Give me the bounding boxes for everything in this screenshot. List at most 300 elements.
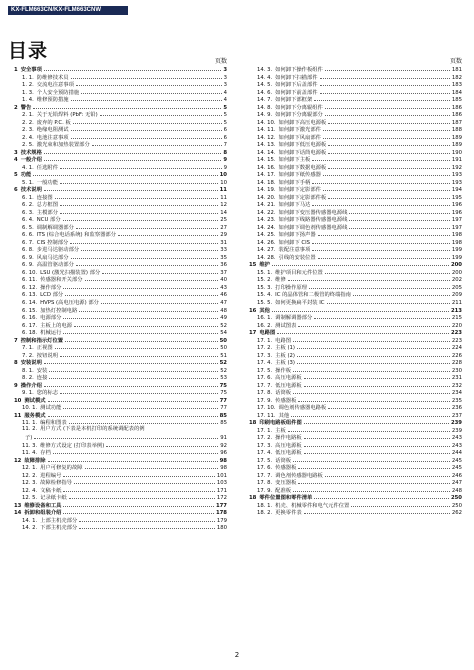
toc-entry[interactable] <box>249 290 462 298</box>
toc-entry-page: 223 <box>450 330 462 337</box>
toc-entry-title: 拆卸和组装介绍 <box>24 510 62 517</box>
toc-entry[interactable] <box>249 381 462 389</box>
toc-entry[interactable] <box>249 110 462 118</box>
dot-leader <box>349 208 449 214</box>
toc-entry[interactable] <box>249 268 462 276</box>
dot-leader <box>44 148 221 154</box>
toc-entry-number: 6. 12. <box>22 284 38 291</box>
toc-entry-number: 14. 8. <box>257 104 273 111</box>
dot-leader <box>76 223 218 229</box>
toc-entry[interactable] <box>249 275 462 283</box>
toc-entry[interactable] <box>249 208 462 216</box>
dot-leader <box>69 418 219 424</box>
toc-entry-page: 52 <box>220 322 227 329</box>
toc-entry[interactable] <box>249 238 462 246</box>
toc-entry-page: 200 <box>451 269 462 276</box>
toc-entry-page: 9 <box>223 164 227 171</box>
toc-entry[interactable] <box>249 351 462 359</box>
toc-entry[interactable] <box>249 478 462 486</box>
toc-entry-number: 5. 1. <box>22 179 34 186</box>
toc-entry-page: 92 <box>220 442 227 449</box>
toc-section-entry[interactable] <box>249 493 462 501</box>
toc-entry-number: 4 <box>14 157 18 164</box>
dot-leader <box>312 238 450 244</box>
toc-entry[interactable] <box>249 283 462 291</box>
toc-entry-title: 测试功能 <box>40 405 62 412</box>
toc-entry-number: 6. 16. <box>22 315 38 322</box>
toc-entry-title: 加热灯控制电路 <box>40 307 78 314</box>
toc-entry-title: 主板上的电源 <box>40 322 72 329</box>
dot-leader <box>71 133 222 139</box>
dot-leader <box>70 238 218 244</box>
toc-entry[interactable] <box>249 170 462 178</box>
toc-entry[interactable] <box>249 471 462 479</box>
toc-entry-number: 2 <box>14 104 18 111</box>
toc-entry-number: 13 <box>14 502 22 509</box>
dot-leader <box>71 95 222 101</box>
toc-entry[interactable] <box>14 426 227 434</box>
toc-entry-number: 15. 4. <box>257 292 273 299</box>
toc-section-entry[interactable] <box>14 185 227 193</box>
toc-entry-title: 绝缘电阻测试 <box>36 127 69 134</box>
toc-entry-page: 245 <box>451 457 462 464</box>
toc-entry[interactable] <box>249 403 462 411</box>
toc-section-entry[interactable] <box>249 306 462 314</box>
dot-leader <box>63 486 215 492</box>
toc-entry[interactable] <box>249 193 462 201</box>
toc-entry-page: 237 <box>451 412 462 419</box>
toc-entry-page: 77 <box>219 397 227 404</box>
toc-entry[interactable] <box>14 245 227 253</box>
toc-entry[interactable] <box>14 110 227 118</box>
toc-entry-number: 8. 1. <box>22 367 34 374</box>
toc-entry-page: 232 <box>451 382 462 389</box>
toc-entry[interactable] <box>249 80 462 88</box>
toc-entry-title: 如何卸下定影部件 <box>278 187 321 194</box>
toc-entry-number: 18. 1. <box>257 502 273 509</box>
dot-leader <box>325 268 450 274</box>
toc-entry[interactable] <box>249 313 462 321</box>
toc-entry-page: 5 <box>223 104 227 111</box>
toc-entry-title: 风扇马达部分 <box>36 254 69 261</box>
toc-entry-page: 234 <box>451 390 462 397</box>
toc-entry-number: 17. 4. <box>257 450 273 457</box>
toc-entry-title: 如何卸下扫描部件 <box>275 74 318 81</box>
toc-entry[interactable] <box>14 441 227 449</box>
toc-entry-number: 12. 1. <box>22 465 38 472</box>
toc-entry[interactable] <box>14 80 227 88</box>
toc-section-entry[interactable] <box>249 260 462 268</box>
toc-entry-page: 3 <box>223 82 227 89</box>
toc-entry-page: 46 <box>220 292 227 299</box>
dot-leader <box>48 456 218 462</box>
dot-leader <box>63 283 218 289</box>
toc-entry-title: 技术规格 <box>20 149 42 156</box>
toc-entry-page: 50 <box>220 345 227 352</box>
toc-entry[interactable] <box>249 95 462 103</box>
toc-entry[interactable] <box>249 501 462 509</box>
toc-entry[interactable] <box>249 373 462 381</box>
toc-entry[interactable] <box>249 200 462 208</box>
toc-entry-page: 96 <box>220 450 227 457</box>
toc-entry[interactable] <box>249 388 462 396</box>
toc-entry-title: IC 的晶体管和二极管的终端指南 <box>275 292 351 299</box>
toc-entry[interactable] <box>249 140 462 148</box>
toc-entry-page: 187 <box>451 119 462 126</box>
toc-entry-page: 14 <box>220 209 227 216</box>
toc-entry-page: 54 <box>220 330 227 337</box>
dot-leader <box>297 351 450 357</box>
dot-leader <box>79 523 215 529</box>
toc-entry[interactable] <box>14 516 227 524</box>
toc-section-entry[interactable] <box>14 381 227 389</box>
dot-leader <box>71 253 219 259</box>
toc-entry-number: 17. 10. <box>257 405 276 412</box>
toc-entry-number: 14. 4. <box>257 74 273 81</box>
toc-entry-title: 主板 (3) <box>275 360 295 367</box>
toc-entry[interactable] <box>14 118 227 126</box>
toc-entry-page: 211 <box>451 299 462 306</box>
toc-entry[interactable] <box>249 358 462 366</box>
dot-leader <box>304 381 450 387</box>
toc-entry[interactable] <box>14 388 227 396</box>
toc-entry-title: 如何卸下纸传感器 <box>278 172 321 179</box>
toc-entry-number: 3 <box>14 149 18 156</box>
toc-entry-title: 机械运行 <box>40 330 62 337</box>
toc-entry[interactable] <box>14 88 227 96</box>
toc-entry[interactable] <box>249 245 462 253</box>
toc-entry[interactable] <box>14 193 227 201</box>
toc-entry-number: 18 <box>249 420 257 427</box>
toc-entry[interactable] <box>249 456 462 464</box>
toc-entry[interactable] <box>249 125 462 133</box>
toc-entry[interactable] <box>249 163 462 171</box>
dot-leader <box>323 185 450 191</box>
toc-entry-page: 246 <box>451 472 462 479</box>
dot-leader <box>272 260 449 266</box>
toc-entry[interactable] <box>249 321 462 329</box>
dot-leader <box>73 118 222 124</box>
toc-entry-page: 178 <box>215 510 227 517</box>
toc-entry-number: 14. 6. <box>257 89 273 96</box>
toc-entry[interactable] <box>249 253 462 261</box>
toc-entry-page: 202 <box>451 277 462 284</box>
toc-entry[interactable] <box>249 65 462 73</box>
dot-leader <box>288 426 450 432</box>
toc-entry-page: 250 <box>451 502 462 509</box>
toc-entry[interactable] <box>249 215 462 223</box>
dot-leader <box>106 441 218 447</box>
dot-leader <box>297 358 450 364</box>
dot-leader <box>48 411 218 417</box>
toc-entry-page: 250 <box>450 495 462 502</box>
toc-entry-title: 高温管驱动部分 <box>36 262 74 269</box>
toc-entry-page: 196 <box>451 202 462 209</box>
toc-entry[interactable] <box>14 268 227 276</box>
toc-entry[interactable] <box>14 463 227 471</box>
dot-leader <box>71 125 222 131</box>
toc-entry[interactable] <box>14 478 227 486</box>
toc-section-entry[interactable] <box>14 155 227 163</box>
toc-entry-title: 电路图 <box>275 337 292 344</box>
dot-leader <box>298 478 450 484</box>
toc-entry[interactable] <box>249 426 462 434</box>
toc-entry[interactable] <box>14 208 227 216</box>
toc-entry-number: 2. 2. <box>22 119 34 126</box>
toc-entry[interactable] <box>14 223 227 231</box>
toc-entry[interactable] <box>14 200 227 208</box>
toc-entry-page: 50 <box>219 337 227 344</box>
toc-entry-title: CIS 控制部分 <box>36 239 69 246</box>
toc-entry[interactable] <box>249 366 462 374</box>
toc-section-entry[interactable] <box>14 358 227 366</box>
toc-entry-page: 4 <box>223 89 227 96</box>
toc-entry-title: 如何更换扁平封装 IC <box>275 299 325 306</box>
toc-entry[interactable] <box>14 486 227 494</box>
toc-entry-page: 40 <box>220 277 227 284</box>
dot-leader <box>327 298 450 304</box>
toc-entry[interactable] <box>14 215 227 223</box>
toc-entry[interactable] <box>14 321 227 329</box>
toc-entry[interactable] <box>249 508 462 516</box>
dot-leader <box>349 223 449 229</box>
toc-entry-number: 2. 3. <box>22 127 34 134</box>
toc-section-entry[interactable] <box>249 418 462 426</box>
toc-entry[interactable] <box>249 223 462 231</box>
toc-section-entry[interactable] <box>14 508 227 516</box>
toc-entry-page: 98 <box>219 457 227 464</box>
toc-entry[interactable] <box>14 283 227 291</box>
toc-entry-number: 1 <box>14 67 18 73</box>
toc-entry-title: 安全事项 <box>20 67 42 73</box>
toc-entry-number: 15. 1. <box>257 269 273 276</box>
dot-leader <box>293 366 450 372</box>
dot-leader <box>69 493 215 499</box>
toc-entry-page: 194 <box>451 187 462 194</box>
toc-entry[interactable] <box>14 73 227 81</box>
toc-entry-number: 6. 9. <box>22 262 34 269</box>
toc-entry[interactable] <box>14 471 227 479</box>
toc-entry[interactable] <box>249 336 462 344</box>
dot-leader <box>76 80 222 86</box>
dot-leader <box>79 516 215 522</box>
toc-entry-page: 52 <box>220 367 227 374</box>
dot-leader <box>63 471 215 477</box>
toc-entry[interactable] <box>14 178 227 186</box>
toc-entry[interactable] <box>249 433 462 441</box>
toc-entry-page: 185 <box>451 97 462 104</box>
toc-entry[interactable] <box>249 88 462 96</box>
toc-entry[interactable] <box>14 448 227 456</box>
toc-entry-title: 上部主机壳部分 <box>40 517 78 524</box>
toc-entry-title: 文稿卡纸 <box>40 487 62 494</box>
toc-entry-title: 如何卸下变压器传感器电源线 <box>278 209 348 216</box>
dot-leader <box>60 351 218 357</box>
toc-entry[interactable] <box>249 486 462 494</box>
toc-entry[interactable] <box>14 328 227 336</box>
toc-entry-number: 14 <box>14 510 22 517</box>
toc-entry-page: 11 <box>220 194 227 201</box>
toc-entry[interactable] <box>14 343 227 351</box>
toc-entry[interactable] <box>14 373 227 381</box>
toc-entry-title: 子) <box>25 435 33 442</box>
toc-entry-title: 警告 <box>20 104 32 111</box>
toc-entry-number: 6. 7. <box>22 239 34 246</box>
toc-entry[interactable] <box>249 118 462 126</box>
dot-leader <box>81 245 218 251</box>
toc-entry[interactable] <box>14 290 227 298</box>
toc-entry[interactable] <box>14 253 227 261</box>
toc-entry-number: 6. 4. <box>22 217 34 224</box>
toc-entry[interactable] <box>249 411 462 419</box>
toc-entry[interactable] <box>249 448 462 456</box>
toc-entry[interactable] <box>14 306 227 314</box>
toc-entry-title: 如何卸下分离辊组件 <box>275 104 323 111</box>
dot-leader <box>351 501 450 507</box>
toc-entry-page: 36 <box>220 262 227 269</box>
toc-entry-number: 14. 21. <box>257 202 276 209</box>
toc-entry[interactable] <box>14 163 227 171</box>
toc-entry[interactable] <box>14 313 227 321</box>
toc-entry[interactable] <box>14 275 227 283</box>
dot-leader <box>298 396 450 402</box>
toc-entry-page: 184 <box>451 89 462 96</box>
toc-entry[interactable] <box>14 238 227 246</box>
toc-right-list <box>249 65 462 516</box>
toc-entry[interactable] <box>14 523 227 531</box>
dot-leader <box>44 155 221 161</box>
toc-entry-title: 其他 <box>278 412 290 419</box>
toc-section-entry[interactable] <box>249 328 462 336</box>
toc-entry-number: 17. 1. <box>257 337 273 344</box>
toc-entry[interactable] <box>249 298 462 306</box>
toc-section-entry[interactable] <box>14 103 227 111</box>
toc-entry[interactable] <box>14 403 227 411</box>
toc-entry[interactable] <box>249 343 462 351</box>
toc-entry[interactable] <box>249 155 462 163</box>
toc-left-column <box>14 56 227 531</box>
toc-entry[interactable] <box>14 493 227 501</box>
toc-entry-page: 262 <box>451 510 462 517</box>
toc-entry-title: 服务模式 <box>24 412 46 419</box>
toc-entry-number: 14. 1. <box>22 517 38 524</box>
dot-leader <box>323 170 450 176</box>
dot-leader <box>81 88 221 94</box>
toc-entry-number: 6. 6. <box>22 232 34 239</box>
toc-entry[interactable] <box>249 441 462 449</box>
toc-entry-page: 77 <box>220 405 227 412</box>
toc-section-entry[interactable] <box>14 336 227 344</box>
dot-leader <box>44 185 218 191</box>
toc-entry[interactable] <box>14 140 227 148</box>
toc-entry-title: 测试模式 <box>24 397 46 404</box>
toc-entry[interactable] <box>14 125 227 133</box>
toc-entry[interactable] <box>14 366 227 374</box>
dot-leader <box>328 403 450 409</box>
toc-entry[interactable] <box>249 178 462 186</box>
toc-entry[interactable] <box>14 351 227 359</box>
toc-entry[interactable] <box>249 103 462 111</box>
toc-entry-page: 43 <box>220 284 227 291</box>
dot-leader <box>44 65 221 71</box>
toc-entry-title: 安装说明 <box>20 360 42 367</box>
toc-entry-page: 172 <box>216 495 227 502</box>
dot-leader <box>55 193 219 199</box>
toc-entry-title: 如何卸下高压电源板 <box>278 119 327 126</box>
toc-entry[interactable] <box>14 133 227 141</box>
toc-entry-title: 控制和指示灯位置 <box>20 337 64 344</box>
toc-entry-title: 一般功能 <box>36 179 58 186</box>
toc-entry-page: 52 <box>219 360 227 367</box>
toc-entry-number: 11 <box>14 412 22 419</box>
toc-entry-page: 5 <box>223 119 227 126</box>
toc-entry-number: 15. 3. <box>257 284 273 291</box>
toc-entry[interactable] <box>14 418 227 426</box>
toc-entry-number: 14. 5. <box>257 82 273 89</box>
toc-entry[interactable] <box>249 73 462 81</box>
toc-entry-page: 197 <box>451 224 462 231</box>
toc-entry[interactable] <box>249 133 462 141</box>
toc-entry-page: 245 <box>451 465 462 472</box>
toc-entry-page: 189 <box>451 134 462 141</box>
toc-entry[interactable] <box>249 148 462 156</box>
toc-entry-number: 16. 1. <box>257 315 273 322</box>
toc-entry[interactable] <box>14 260 227 268</box>
dot-leader <box>85 275 219 281</box>
toc-entry-page: 243 <box>451 435 462 442</box>
dot-leader <box>48 396 218 402</box>
dot-leader <box>44 381 218 387</box>
toc-section-entry[interactable] <box>14 170 227 178</box>
toc-entry-title: 操作介绍 <box>20 382 42 389</box>
toc-entry[interactable] <box>14 95 227 103</box>
toc-entry[interactable] <box>249 230 462 238</box>
dot-leader <box>291 411 450 417</box>
toc-entry-title: 调色剂传感器电路板 <box>278 405 327 412</box>
model-label: KX-FLM663CN/KX-FLM663CNW <box>11 7 102 13</box>
toc-entry-title: 传感器板 <box>275 465 297 472</box>
document-header-bar <box>8 6 128 15</box>
toc-entry[interactable] <box>14 230 227 238</box>
dot-leader <box>312 245 450 251</box>
toc-section-entry[interactable] <box>14 148 227 156</box>
toc-entry-title: 如何卸下 CIS <box>278 239 311 246</box>
toc-section-entry[interactable] <box>14 501 227 509</box>
toc-entry-title: 主模部分 <box>36 209 58 216</box>
dot-leader <box>325 110 450 116</box>
toc-entry-number: 16. 2. <box>257 322 273 329</box>
toc-entry-number: 18 <box>249 495 257 502</box>
toc-entry-number: 6. 15. <box>22 307 38 314</box>
toc-entry[interactable] <box>249 396 462 404</box>
toc-entry-title: 高压电源板 <box>275 375 302 382</box>
toc-entry[interactable] <box>249 185 462 193</box>
toc-entry-page: 75 <box>220 390 227 397</box>
dot-leader <box>71 73 222 79</box>
dot-leader <box>76 260 218 266</box>
toc-entry-number: 5 <box>14 172 18 179</box>
toc-entry[interactable] <box>249 463 462 471</box>
toc-section-entry[interactable] <box>14 65 227 73</box>
toc-entry[interactable] <box>14 433 227 441</box>
toc-entry[interactable] <box>14 298 227 306</box>
dot-leader <box>49 366 218 372</box>
toc-entry-title: 个人安全预防措施 <box>36 89 80 96</box>
dot-leader <box>304 373 450 379</box>
dot-leader <box>304 418 449 424</box>
toc-entry-title: 传感器板 <box>275 397 297 404</box>
toc-right-column <box>249 56 462 516</box>
